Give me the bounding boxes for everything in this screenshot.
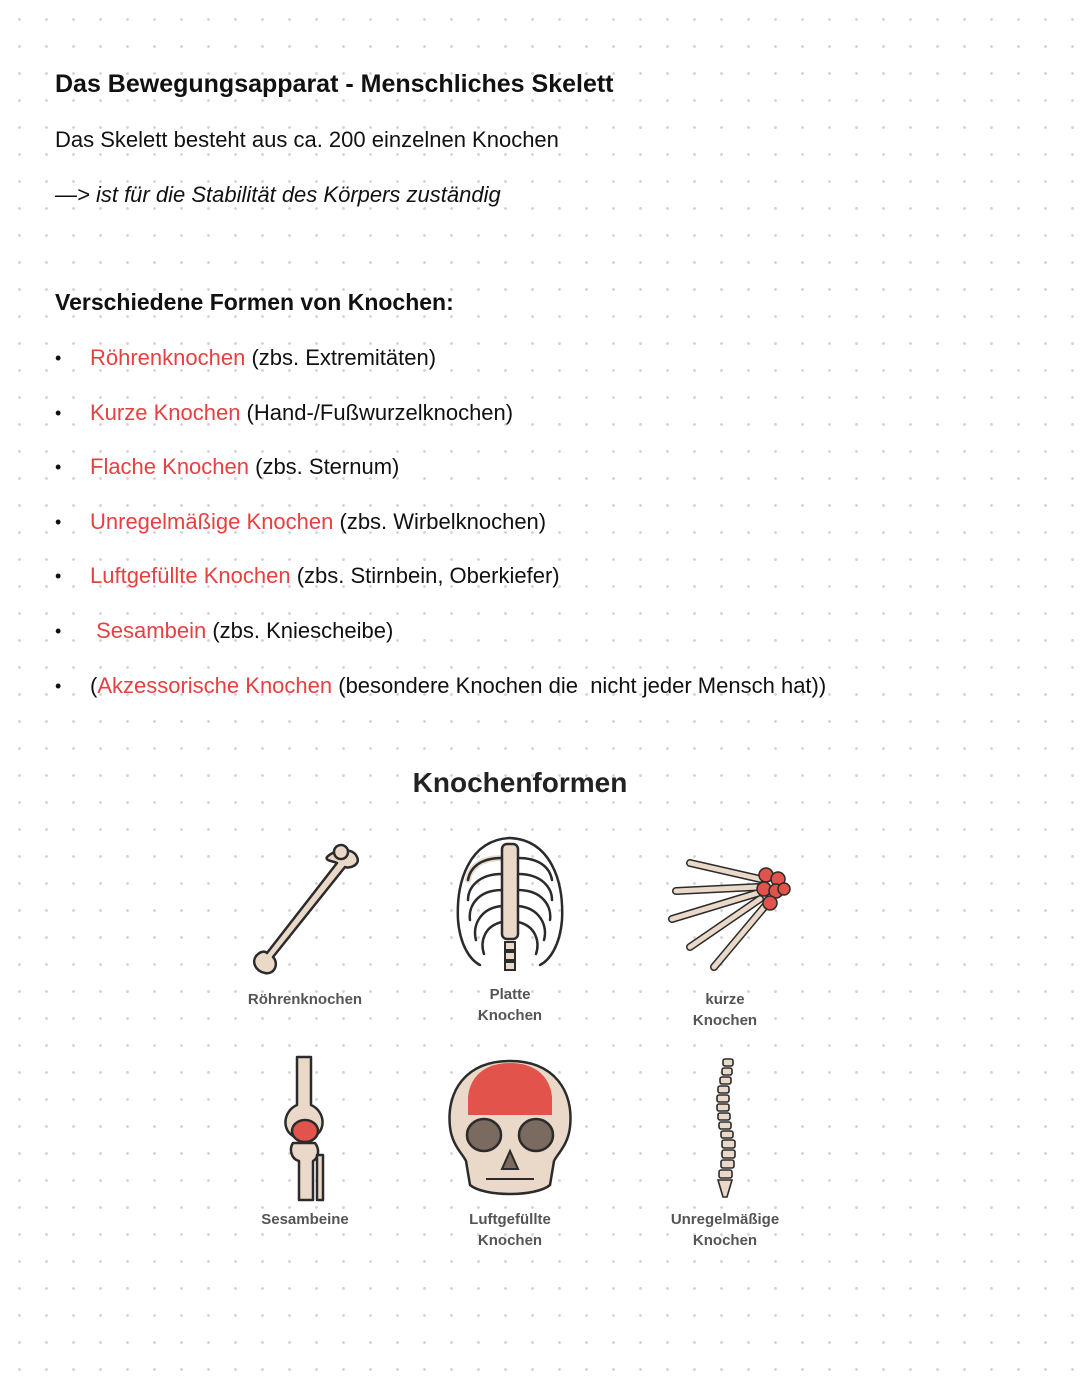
caption-flat-bone: Platte Knochen <box>477 986 543 1024</box>
bone-detail: (zbs. Extremitäten) <box>245 345 437 370</box>
item-text <box>90 610 393 665</box>
knee-icon <box>255 1055 355 1205</box>
bone-form-list <box>55 337 826 719</box>
item-text <box>90 555 560 610</box>
list-item <box>55 665 826 720</box>
bone-detail: (zbs. Wirbelknochen) <box>333 508 547 534</box>
item-text <box>90 392 513 447</box>
figure-item-flat-bone <box>410 830 610 1026</box>
hand-icon <box>650 835 800 985</box>
bone-detail: (Hand-/Fußwurzelknochen) <box>240 399 514 425</box>
bone-name: Flache Knochen <box>90 454 249 480</box>
figure-item-irregular <box>625 1055 825 1251</box>
bullet: • <box>55 566 62 587</box>
caption-long-bone: Röhrenknochen <box>247 991 363 1008</box>
list-item <box>55 501 826 556</box>
bone-name: Unregelmäßige Knochen <box>90 508 334 534</box>
note-text: —> ist für die Stabilität des Körpers zuständig <box>55 182 501 207</box>
list-item <box>55 446 826 501</box>
bullet: • <box>55 511 62 532</box>
bullet: • <box>55 620 62 641</box>
bone-name: Kurze Knochen <box>90 399 241 425</box>
figure-item-pneumatic <box>410 1055 610 1251</box>
caption-short-bone: kurze Knochen <box>692 991 758 1029</box>
figure-title: Knochenformen <box>412 767 628 798</box>
bone-detail: (zbs. Kniescheibe) <box>206 617 394 643</box>
spine-icon <box>685 1055 765 1205</box>
list-item <box>55 555 826 610</box>
caption-irregular: Unregelmäßige Knochen <box>670 1211 780 1249</box>
bullet: • <box>55 675 62 696</box>
list-item <box>55 392 826 447</box>
bone-name: Akzessorische Knochen <box>97 672 333 698</box>
figure-item-long-bone <box>205 835 405 1010</box>
caption-sesamoid: Sesambeine <box>261 1211 349 1228</box>
bone-forms-figure <box>220 755 840 1275</box>
bone-name: Luftgefüllte Knochen <box>90 563 291 589</box>
long-bone-icon <box>235 835 375 985</box>
skull-icon <box>440 1055 580 1205</box>
list-item <box>55 337 826 392</box>
figure-item-sesamoid <box>205 1055 405 1230</box>
list-item <box>55 610 826 665</box>
bone-detail: (zbs. Stirnbein, Oberkiefer) <box>290 563 560 589</box>
bone-name: Röhrenknochen <box>90 345 246 370</box>
bullet: • <box>55 457 62 478</box>
item-text: (Akzessorische Knochen (besondere Knochen die nicht jeder Mensch hat)) <box>90 672 827 698</box>
bone-detail: (zbs. Sternum) <box>249 454 400 480</box>
ribcage-icon <box>440 830 580 980</box>
bullet: • <box>55 402 62 423</box>
figure-item-short-bone <box>625 835 825 1031</box>
bullet: • <box>55 348 62 368</box>
bone-name: Sesambein <box>96 617 207 643</box>
forms-heading: Verschiedene Formen von Knochen: <box>55 289 454 315</box>
item-text <box>90 337 436 392</box>
page-title: Das Bewegungsapparat - Menschliches Skelett <box>55 70 614 98</box>
item-text <box>90 446 399 501</box>
caption-pneumatic: Luftgefüllte Knochen <box>469 1211 551 1249</box>
intro-text: Das Skelett besteht aus ca. 200 einzelnen Knochen <box>55 127 559 152</box>
item-text <box>90 501 546 556</box>
bone-detail: (besondere Knochen die nicht jeder Mensch hat)) <box>332 672 827 698</box>
